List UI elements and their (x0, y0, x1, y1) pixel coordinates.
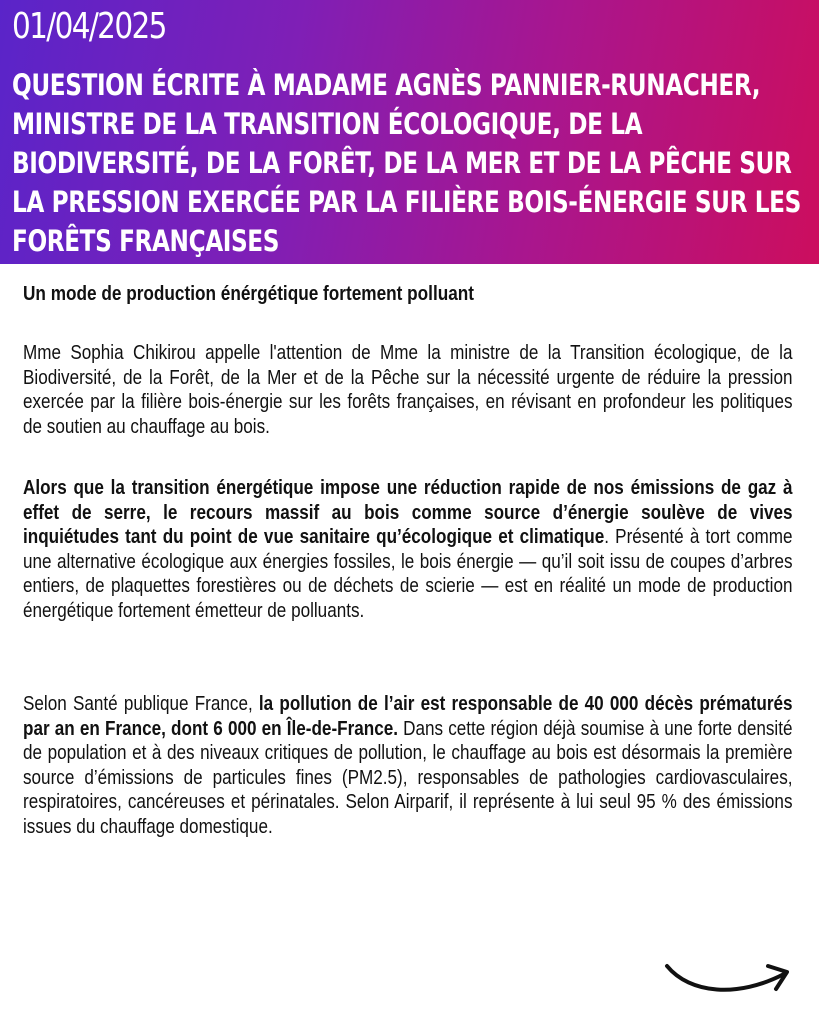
page-title: QUESTION ÉCRITE À MADAME AGNÈS PANNIER-RUNACHER, MINISTRE DE LA TRANSITION ÉCOLOGIQUE, DE LA BIODIVERSITÉ, DE LA FORÊT, DE LA MER ET DE LA PÊCHE SUR LA PRESSION EXERCÉE PAR LA FILIÈRE BOIS-ÉNERGIE SUR LES FORÊTS FRANÇAISES (12, 68, 801, 258)
publication-date: 01/04/2025 (12, 6, 166, 47)
header-banner (0, 0, 819, 264)
curved-arrow-right-icon[interactable] (660, 958, 796, 1002)
paragraph-energy-transition-text: . Présenté à tort comme une alternative écologique aux énergies fossiles, le bois énergie — qu’il soit issu de coupes d’arbres entiers, de plaquettes forestières ou de déchets de scierie — est en réalité un mode de production énergétique fortement émetteur de polluants. (23, 526, 793, 622)
paragraph-air-pollution-lead: Selon Santé publique France, (23, 693, 259, 715)
paragraph-air-pollution-bold: la pollution de l’air est responsable de 40 000 décès prématurés par an en France, dont 6 000 en Île-de-France. (23, 693, 793, 740)
paragraph-energy-transition-bold: Alors que la transition énergétique impose une réduction rapide de nos émissions de gaz à effet de serre, le recours massif au bois comme source d’énergie soulève de vives inquiétudes tant du point de vue sanitaire qu’écologique et climatique (23, 477, 793, 548)
paragraph-energy-transition (23, 476, 793, 623)
paragraph-air-pollution-text: Dans cette région déjà soumise à une forte densité de population et à des niveaux critiques de pollution, le chauffage au bois est désormais la première source d’émissions de particules fines (PM2.5), responsables de pathologies cardiovasculaires, respiratoires, cancéreuses et périnatales. Selon Airparif, il représente à lui seul 95 % des émissions issues du chauffage domestique. (23, 717, 793, 838)
paragraph-air-pollution (23, 692, 793, 839)
section-heading: Un mode de production énérgétique fortement polluant (23, 283, 475, 305)
article-body (23, 281, 793, 838)
paragraph-intro (23, 341, 793, 439)
paragraph-intro-text: Mme Sophia Chikirou appelle l'attention de Mme la ministre de la Transition écologique, de la Biodiversité, de la Forêt, de la Mer et de la Pêche sur la nécessité urgente de réduire la pression exercée par la filière bois-énergie sur les forêts françaises, en révisant en profondeur les politiques de soutien au chauffage au bois. (23, 342, 793, 438)
